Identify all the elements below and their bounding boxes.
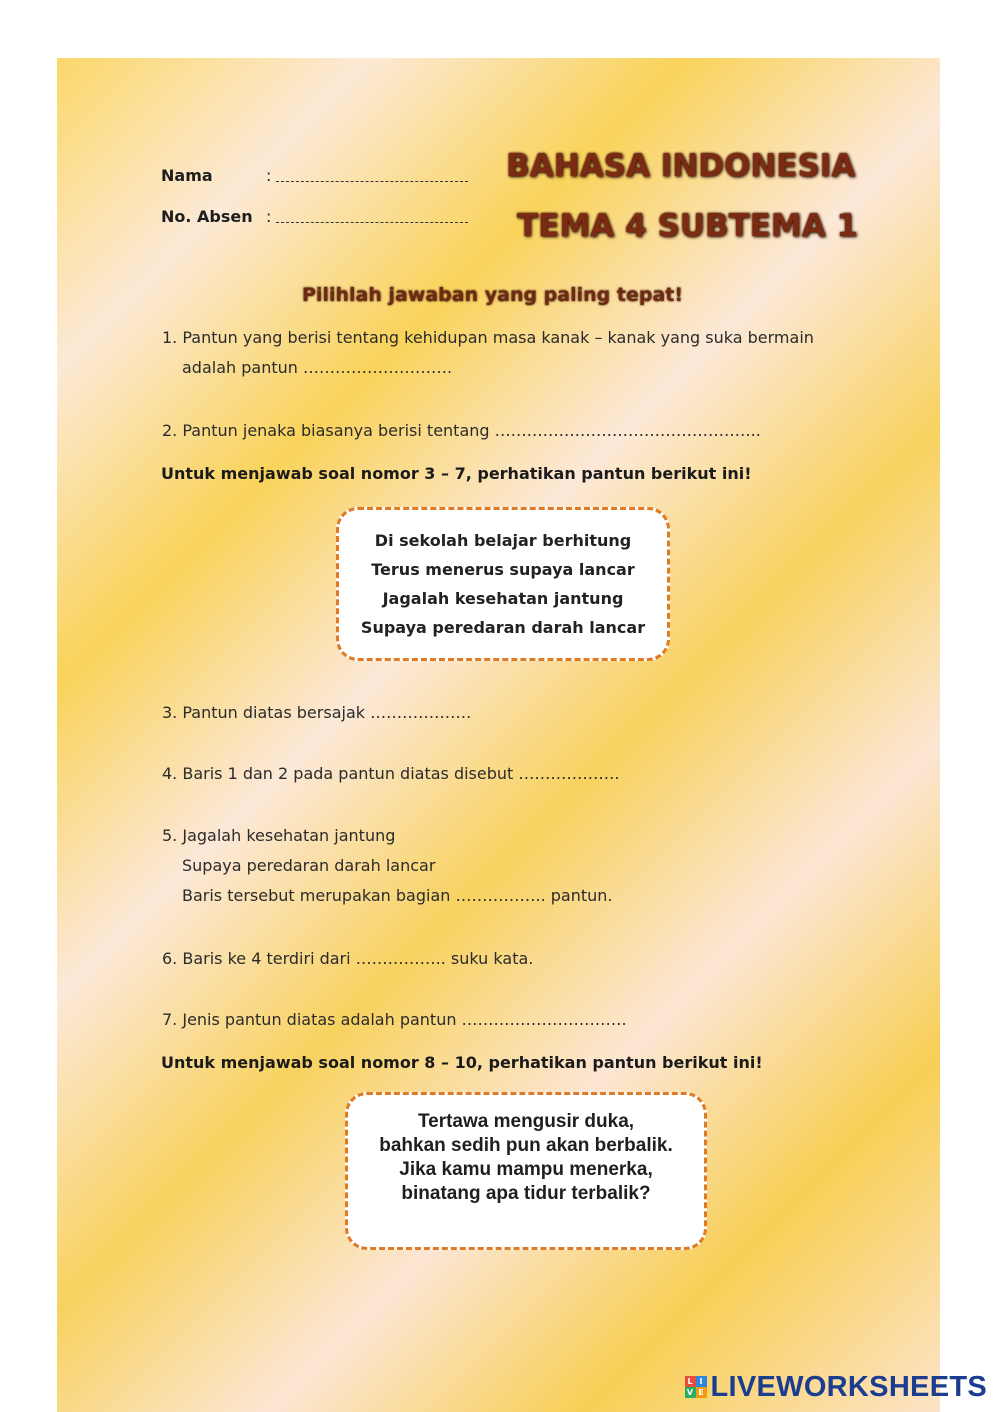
poem-box-1 [336, 507, 670, 661]
theme-title: TEMA 4 SUBTEMA 1 [517, 208, 858, 244]
question-1 [162, 323, 814, 383]
question-5-line-3: Baris tersebut merupakan bagian …………….. pantun. [182, 886, 613, 905]
name-colon: : [266, 166, 272, 185]
poem-1-line-1: Di sekolah belajar berhitung [374, 531, 632, 550]
name-label: Nama [161, 166, 213, 185]
subject-title: BAHASA INDONESIA [506, 148, 856, 184]
question-1-line-1: 1. Pantun yang berisi tentang kehidupan masa kanak – kanak yang suka bermain [162, 328, 814, 347]
absen-label: No. Absen [161, 207, 253, 226]
question-6: 6. Baris ke 4 terdiri dari …………….. suku kata. [162, 949, 534, 968]
instruction-note-8-10: Untuk menjawab soal nomor 8 – 10, perhatikan pantun berikut ini! [161, 1053, 763, 1072]
logo-letter-i: I [696, 1376, 707, 1387]
absen-input-line[interactable] [276, 222, 468, 223]
logo-letter-l: L [685, 1376, 696, 1387]
instruction-heading: Pilihlah jawaban yang paling tepat! [302, 284, 684, 306]
question-5-line-2: Supaya peredaran darah lancar [182, 856, 436, 875]
poem-2-line-3: Jika kamu mampu menerka, [399, 1159, 653, 1180]
poem-2-line-2: bahkan sedih pun akan berbalik. [379, 1135, 673, 1156]
question-5-line-1: 5. Jagalah kesehatan jantung [162, 826, 396, 845]
liveworksheets-wordmark: LIVEWORKSHEETS [710, 1370, 987, 1403]
question-3: 3. Pantun diatas bersajak ………………. [162, 703, 472, 722]
question-2: 2. Pantun jenaka biasanya berisi tentang ………………………………………….. [162, 421, 761, 440]
name-field [161, 166, 272, 185]
absen-field [161, 207, 272, 226]
instruction-note-3-7: Untuk menjawab soal nomor 3 – 7, perhatikan pantun berikut ini! [161, 464, 752, 483]
poem-box-2 [345, 1092, 707, 1250]
logo-letter-e: E [696, 1387, 707, 1398]
question-5 [162, 821, 612, 911]
liveworksheets-logo-icon [685, 1376, 707, 1398]
question-1-line-2: adalah pantun ………………………. [182, 358, 453, 377]
absen-colon: : [266, 207, 272, 226]
question-4: 4. Baris 1 dan 2 pada pantun diatas disebut ………………. [162, 764, 620, 783]
logo-letter-v: V [685, 1387, 696, 1398]
poem-2-line-1: Tertawa mengusir duka, [417, 1111, 635, 1132]
poem-1-line-3: Jagalah kesehatan jantung [382, 589, 624, 608]
question-7: 7. Jenis pantun diatas adalah pantun …………………………. [162, 1010, 627, 1029]
poem-1-line-4: Supaya peredaran darah lancar [360, 618, 646, 637]
poem-2-line-4: binatang apa tidur terbalik? [401, 1183, 651, 1204]
poem-1-line-2: Terus menerus supaya lancar [371, 560, 635, 579]
name-input-line[interactable] [276, 181, 468, 182]
liveworksheets-brand[interactable] [685, 1370, 988, 1404]
